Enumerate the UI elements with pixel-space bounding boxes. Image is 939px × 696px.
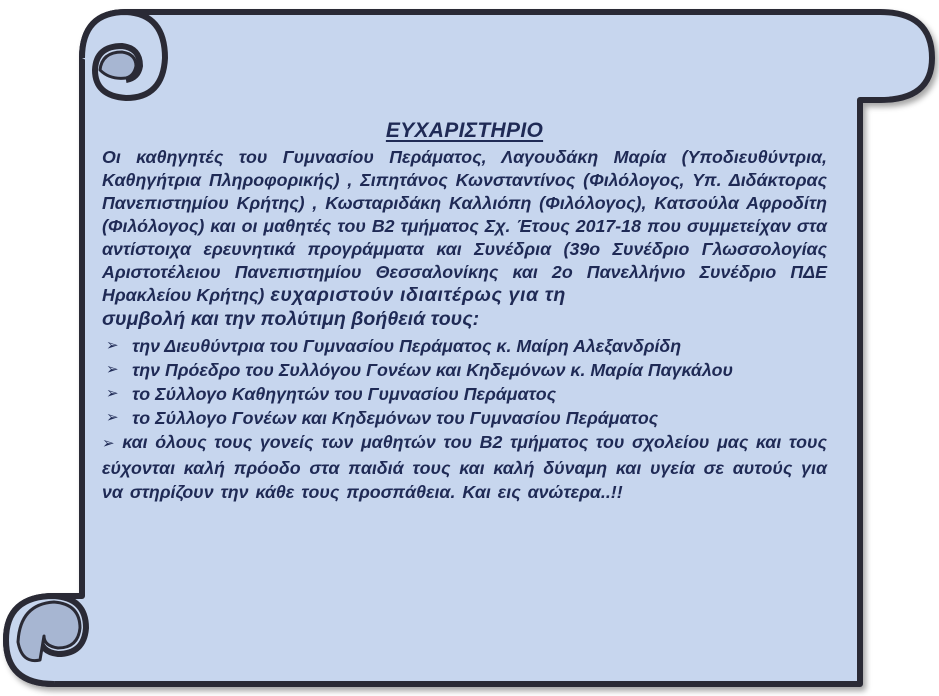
intro-line: Αριστοτέλειου Πανεπιστημίου Θεσσαλονίκης και 2ο Πανελλήνιο [102,262,686,282]
intro-emphasis: ευχαριστούν ιδιαιτέρως για τη [264,284,566,306]
intro-line: του Β2 τμήματος Σχ. Έτους 2017-18 που συμμετείχαν στα αντίστοιχα [102,216,827,259]
top-curl-shade [100,52,136,78]
list-item [102,334,827,358]
intro-paragraph [102,146,827,307]
arrow-bullet-icon: ➢ [106,385,119,402]
list-item-text: το Σύλλογο Καθηγητών του Γυμνασίου Περάματος [132,384,557,404]
list-item [102,358,827,382]
thanks-list [102,334,827,430]
list-item-text: το Σύλλογο Γονέων και Κηδεμόνων του Γυμνασίου Περάματος [132,408,659,428]
arrow-bullet-icon: ➢ [106,337,119,354]
closing-paragraph [102,430,827,504]
document-body [102,116,827,504]
list-item-text: την Πρόεδρο του Συλλόγου Γονέων και Κηδεμόνων κ. Μαρία Παγκάλου [132,360,733,380]
arrow-bullet-icon: ➢ [106,409,119,426]
intro-line: Οι καθηγητές του Γυμνασίου Περάματος, Λαγουδάκη Μαρία [102,147,667,167]
intro-emphasis-tail: συμβολή και την πολύτιμη βοήθειά τους: [102,308,480,330]
list-item-text: την Διευθύντρια του Γυμνασίου Περάματος κ. Μαίρη Αλεξανδρίδη [132,336,682,356]
intro-line: (Υποδιευθύντρια, Καθηγήτρια Πληροφορικής) , Σιπητάνος Κωνσταντίνος [102,147,827,190]
arrow-bullet-icon: ➢ [102,435,115,452]
intro-line: ερευνητικά προγράμματα και Συνέδρια (39ο Συνέδριο Γλωσσολογίας [203,239,827,259]
intro-line: Συνέδριο ΠΔΕ Ηρακλείου Κρήτης) [102,262,827,305]
intro-line: (Φιλόλογος, Υπ. Διδάκτορας Πανεπιστημίου Κρήτης) , Κωσταριδάκη [102,170,827,213]
list-item [102,382,827,406]
closing-text: και όλους τους γονείς των μαθητών του Β2 τμήματος του σχολείου μας και τους εύχονται καλή πρόοδο στα παιδιά τους και καλή δύναμη και υγεία σε αυτούς για να στηρίζουν την κάθε τους προσπάθεια. Και εις ανώτερα..!! [102,432,827,502]
page-title: ΕΥΧΑΡΙΣΤΗΡΙΟ [385,119,544,142]
list-item [102,406,827,430]
intro-line: Καλλιόπη (Φιλόλογος), Κατσούλα Αφροδίτη (Φιλόλογος) και οι μαθητές [102,193,827,236]
arrow-bullet-icon: ➢ [106,361,119,378]
